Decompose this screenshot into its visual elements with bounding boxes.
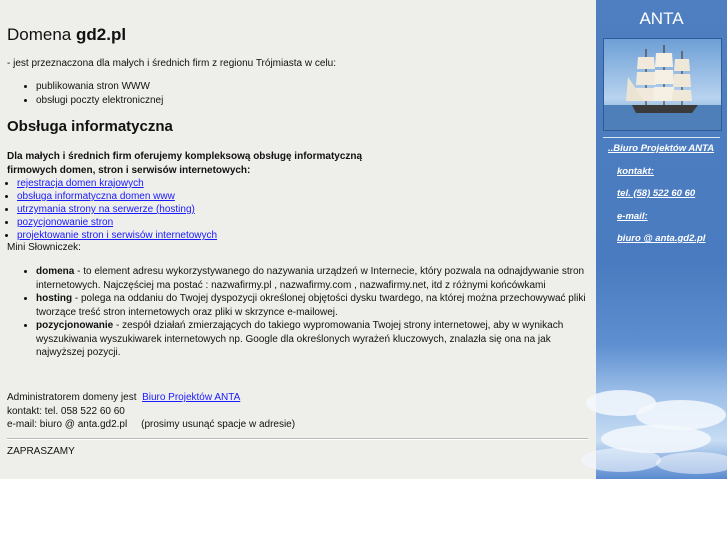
- admin-link[interactable]: Biuro Projektów ANTA: [142, 392, 241, 403]
- term: domena: [36, 266, 75, 277]
- dictionary-label: Mini Słowniczek:: [7, 242, 81, 253]
- list-item: [36, 265, 586, 292]
- service-link-design[interactable]: projektowanie stron i serwisów internetowych: [17, 230, 218, 241]
- sidebar-link-email-label[interactable]: e-mail:: [617, 211, 648, 222]
- term: hosting: [36, 293, 73, 304]
- dictionary-list: [36, 265, 586, 360]
- definition: - to element adresu wykorzystywanego do nazywania urządzeń w Internecie, który pozwala na odnajdywanie stron internetowych. Najczęściej ma postać : nazwafirmy.pl , nazwafirmy.com , nazwafirmy.net, itd z różnymi końcówkami: [36, 266, 585, 291]
- intro-text: - jest przeznaczona dla małych i średnich firm z regionu Trójmiasta w celu:: [7, 58, 337, 69]
- service-link-support[interactable]: obsługa informatyczna domen www: [17, 191, 175, 202]
- list-item: • publikowania stron WWW: [36, 80, 163, 94]
- definition: - polega na oddaniu do Twojej dyspozycji określonej objętości dysku twardego, na której można przechowywać pliki tworzące treść stron internetowych oraz pliki w skrzynce e-mailowej.: [36, 293, 586, 318]
- list-item: • obsługi poczty elektronicznej: [36, 94, 163, 108]
- sidebar-link-biuro[interactable]: ..Biuro Projektów ANTA: [608, 143, 715, 154]
- service-link-seo[interactable]: pozycjonowanie stron: [17, 217, 114, 228]
- sidebar-link-phone[interactable]: tel. (58) 522 60 60: [617, 188, 696, 199]
- section-title: Obsługa informatyczna: [7, 118, 173, 135]
- sidebar-link-email[interactable]: biuro @ anta.gd2.pl: [617, 233, 706, 244]
- domain-name: gd2.pl: [76, 25, 127, 44]
- sidebar-divider: [603, 137, 720, 138]
- term: pozycjonowanie: [36, 320, 114, 331]
- contact-text: kontakt: tel. 058 522 60 60: [7, 405, 125, 417]
- sidebar-title: ANTA: [639, 9, 684, 28]
- purpose-list: [36, 80, 163, 107]
- service-link-hosting[interactable]: utrzymania strony na serwerze (hosting): [17, 204, 195, 215]
- list-item: [36, 292, 586, 319]
- closing-text: ZAPRASZAMY: [7, 446, 75, 457]
- service-link-domains[interactable]: rejestracja domen krajowych: [17, 178, 144, 189]
- services-list: [17, 177, 217, 242]
- email-text: e-mail: biuro @ anta.gd2.pl: [7, 419, 128, 430]
- page-title: Domena gd2.pl: [7, 25, 127, 44]
- sidebar-link-kontakt[interactable]: kontakt:: [617, 166, 654, 177]
- offer-text: Dla małych i średnich firm oferujemy kompleksową obsługę informatyczną firmowych domen, stron i serwisów internetowych:: [7, 151, 363, 176]
- definition: - zespół działań zmierzających do takiego wypromowania Twojej strony internetowej, aby w wynikach wyszukiwania wyszukiwarek internetowych np. Google dla określonych wyrażeń kluczowych, znalazła się ona na jak najwyższej pozycji.: [36, 320, 564, 358]
- list-item: [36, 319, 586, 360]
- divider: [7, 438, 588, 440]
- sidebar: [596, 0, 727, 479]
- email-note: (prosimy usunąć spacje w adresie): [141, 419, 296, 430]
- ship-image: [603, 38, 722, 131]
- admin-info: Administratorem domeny jest Biuro Projektów ANTA kontakt: tel. 058 522 60 60 e-mail: biuro @ anta.gd2.pl (prosimy usunąć spacje w adresie): [7, 392, 296, 430]
